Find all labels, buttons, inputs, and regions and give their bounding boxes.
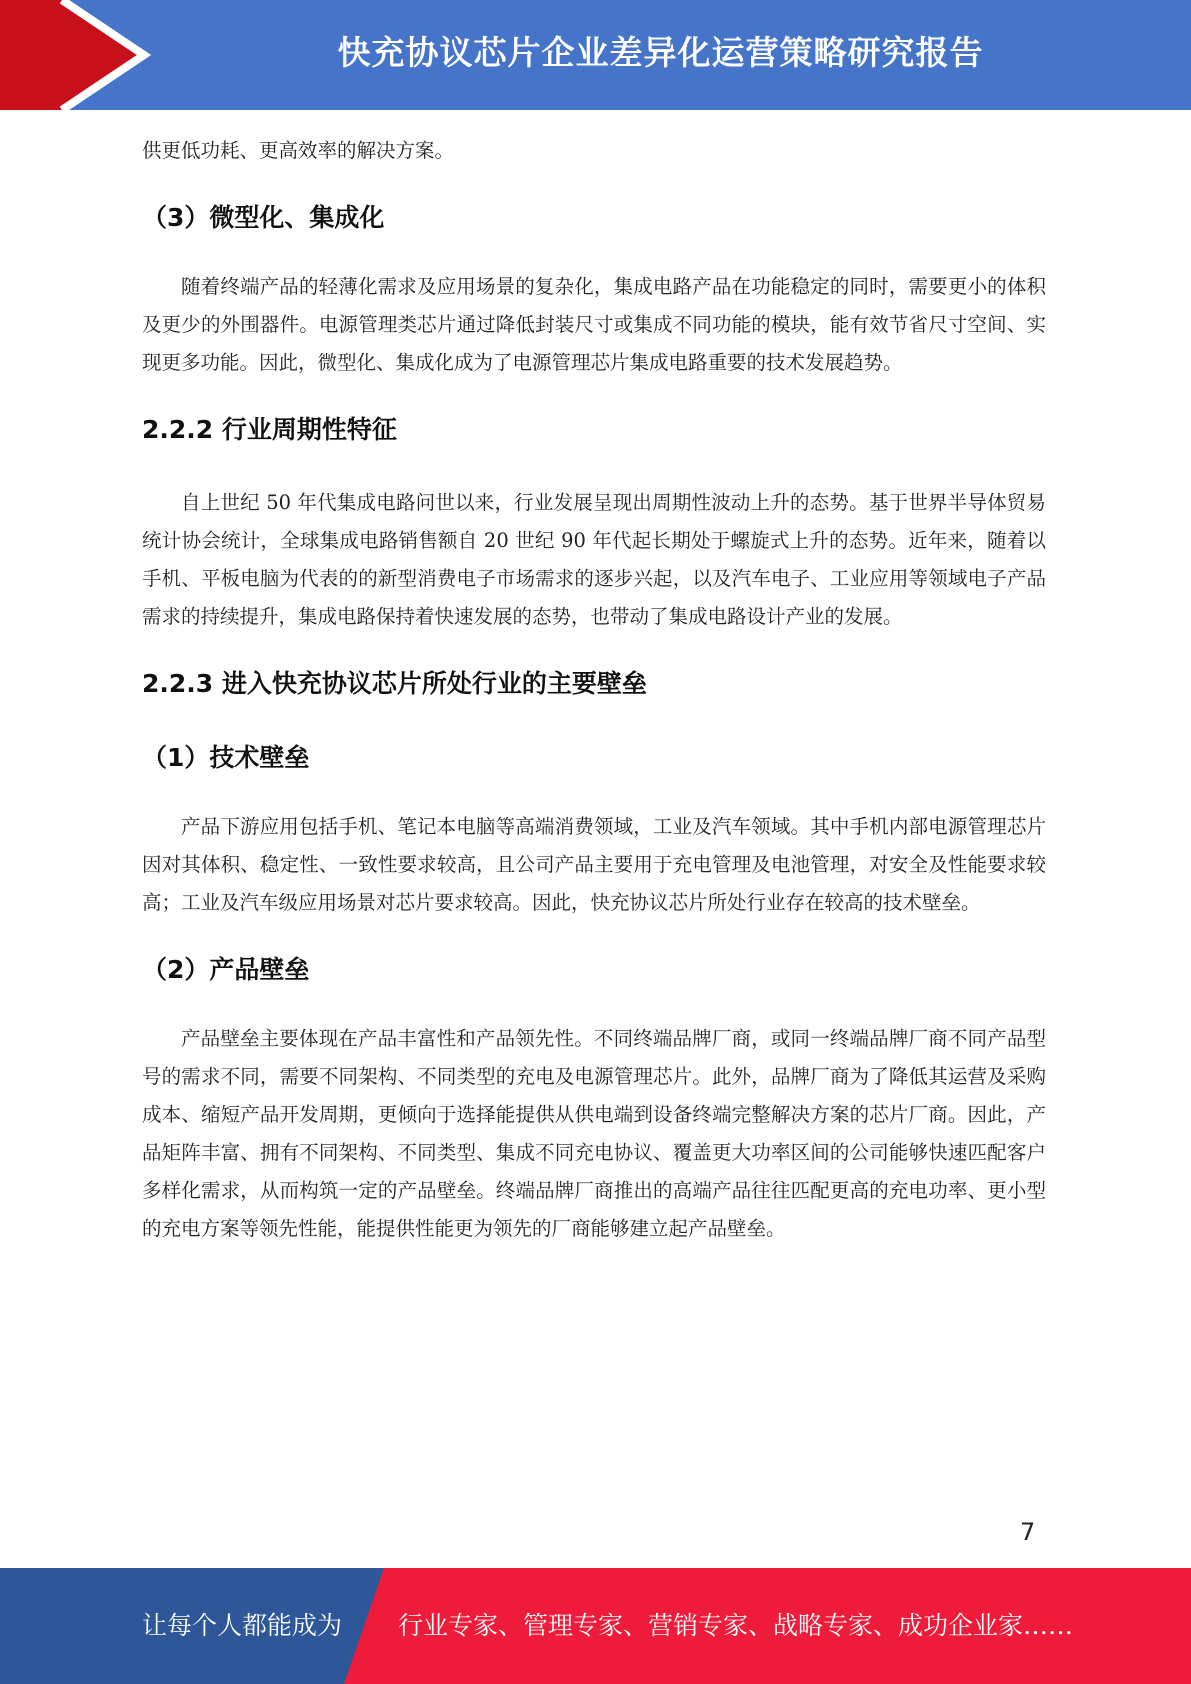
paragraph-technical-barrier: 产品下游应用包括手机、笔记本电脑等高端消费领域，工业及汽车领域。其中手机内部电源管理芯片因对其体积、稳定性、一致性要求较高，且公司产品主要用于充电管理及电池管理，对安全及性能要求较高；工业及汽车级应用场景对芯片要求较高。因此，快充协议芯片所处行业存在较高的技术壁垒。 — [142, 815, 1046, 914]
header-banner — [0, 0, 1191, 110]
paragraph-miniaturization: 随着终端产品的轻薄化需求及应用场景的复杂化，集成电路产品在功能稳定的同时，需要更小的体积及更少的外围器件。电源管理类芯片通过降低封装尺寸或集成不同功能的模块，能有效节省尺寸空间、实现更多功能。因此，微型化、集成化成为了电源管理芯片集成电路重要的技术发展趋势。 — [142, 275, 1046, 374]
section-title: 行业周期性特征 — [221, 415, 397, 444]
page-content — [142, 132, 1046, 1276]
footer-banner — [0, 1568, 1191, 1684]
section-title: 进入快充协议芯片所处行业的主要壁垒 — [221, 669, 647, 698]
subheading-technical-barrier: （1）技术壁垒 — [142, 743, 310, 772]
footer-slogan-right: 行业专家、管理专家、营销专家、战略专家、成功企业家…… — [398, 1611, 1074, 1640]
report-title: 快充协议芯片企业差异化运营策略研究报告 — [337, 33, 984, 72]
section-heading-2-2-2 — [142, 410, 1046, 450]
subheading-product-barrier: （2）产品壁垒 — [142, 955, 310, 984]
paragraph-cyclicality: 自上世纪 50 年代集成电路问世以来，行业发展呈现出周期性波动上升的态势。基于世界半导体贸易统计协会统计，全球集成电路销售额自 20 世纪 90 年代起长期处于螺旋式上升的态势。近年来，随着以手机、平板电脑为代表的的新型消费电子市场需求的逐步兴起，以及汽车电子、工业应用等领域电子产品需求的持续提升，集成电路保持着快速发展的态势，也带动了集成电路设计产业的发展。 — [142, 491, 1046, 628]
intro-line: 供更低功耗、更高效率的解决方案。 — [142, 139, 455, 162]
subheading-miniaturization: （3）微型化、集成化 — [142, 203, 385, 232]
paragraph-product-barrier: 产品壁垒主要体现在产品丰富性和产品领先性。不同终端品牌厂商，或同一终端品牌厂商不同产品型号的需求不同，需要不同架构、不同类型的充电及电源管理芯片。此外，品牌厂商为了降低其运营及采购成本、缩短产品开发周期，更倾向于选择能提供从供电端到设备终端完整解决方案的芯片厂商。因此，产品矩阵丰富、拥有不同架构、不同类型、集成不同充电协议、覆盖更大功率区间的公司能够快速匹配客户多样化需求，从而构筑一定的产品壁垒。终端品牌厂商推出的高端产品往往匹配更高的充电功率、更小型的充电方案等领先性能，能提供性能更为领先的厂商能够建立起产品壁垒。 — [142, 1027, 1046, 1240]
footer-slogan-left: 让每个人都能成为 — [142, 1611, 343, 1640]
section-number: 2.2.3 — [142, 669, 214, 698]
page-number: 7 — [1020, 1518, 1036, 1546]
section-number: 2.2.2 — [142, 415, 214, 444]
section-heading-2-2-3 — [142, 664, 1046, 704]
